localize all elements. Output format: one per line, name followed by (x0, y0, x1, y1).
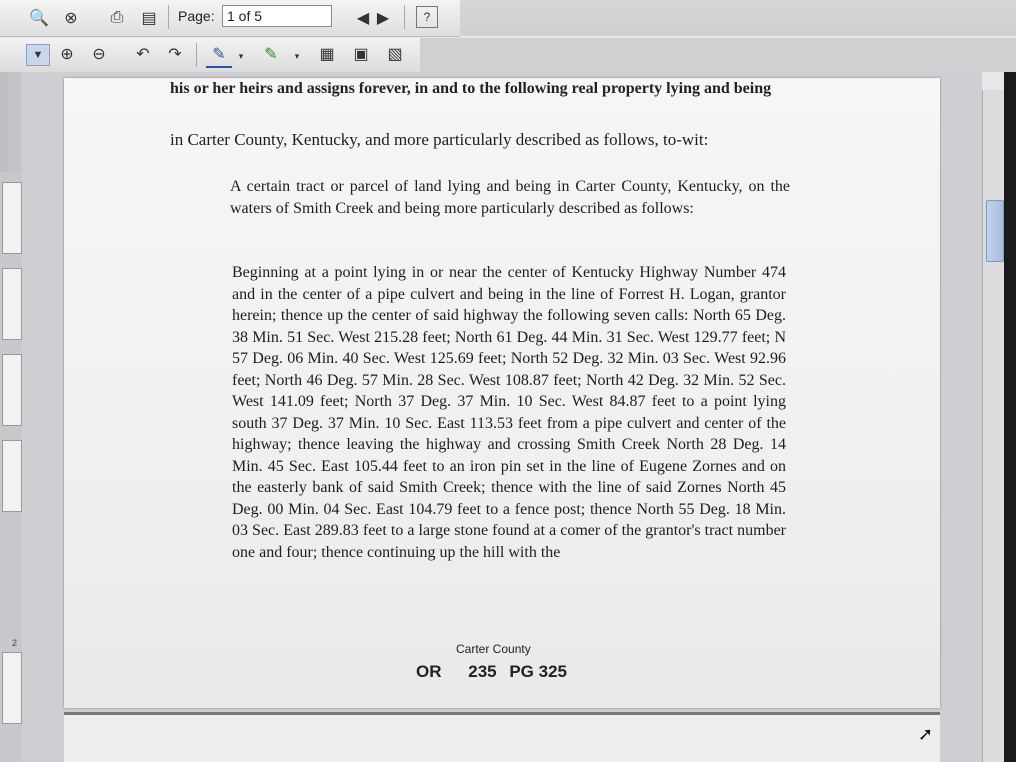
document-line-intro: in Carter County, Kentucky, and more particularly described as follows, to-wit: (170, 130, 709, 149)
main-toolbar (0, 0, 460, 37)
next-page-icon[interactable]: ▶ (376, 10, 390, 27)
page-number-input[interactable] (222, 5, 332, 27)
mouse-cursor-icon: ➚ (918, 724, 934, 744)
pen-icon[interactable]: ✎ (206, 42, 232, 68)
page-thumbnail[interactable] (2, 652, 22, 724)
toolbar-separator (168, 5, 169, 29)
rotate-right-icon[interactable]: ↷ (168, 46, 182, 63)
next-document-page (64, 712, 940, 762)
page-label: Page: (178, 8, 215, 24)
help-icon[interactable]: ? (416, 6, 438, 28)
document-paragraph-2: Beginning at a point lying in or near the center of Kentucky Highway Number 474 and in the center of a pipe culvert and being in the line of Forrest H. Logan, grantor herein; thence up the center of said highway the following seven calls: North 65 Deg. 38 Min. 51 Sec. West 215.28 feet; North 61 Deg. 44 Min. 31 Sec. West 129.77 feet; N 57 Deg. 06 Min. 40 Sec. West 125.69 feet; North 52 Deg. 32 Min. 03 Sec. West 92.96 feet; North 46 Deg. 57 Min. 28 Sec. West 108.87 feet; North 42 Deg. 32 Min. 52 Sec. West 141.09 feet; North 37 Deg. 37 Min. 10 Sec. West 84.87 feet to a point lying south 37 Deg. 37 Min. 10 Sec. East 113.53 feet from a pipe culvert and center of the highway; thence leaving the highway and crossing Smith Creek North 28 Deg. 14 Min. 45 Sec. East 105.44 feet to an iron pin set in the line of Eugene Zornes and on the easterly bank of said Smith Creek; thence with the line of said Zornes North 45 Deg. 00 Min. 04 Sec. East 104.79 feet to a fence post; thence North 55 Deg. 18 Min. 03 Sec. East 289.83 feet to a large stone found at a comer of the grantor's tract number one and four; thence continuing up the hill with the (232, 264, 786, 561)
page-thumbnail[interactable] (2, 440, 22, 512)
page-thumbnail[interactable] (2, 182, 22, 254)
document-paragraph-1: A certain tract or parcel of land lying and being in Carter County, Kentucky, on the waters of Smith Creek and being more particularly described as follows: (230, 178, 790, 217)
rotate-left-icon[interactable]: ↶ (136, 46, 150, 63)
document-view[interactable] (22, 72, 982, 762)
thumbnail-strip[interactable] (0, 172, 23, 762)
vertical-scrollbar[interactable] (982, 90, 1005, 762)
scanner-icon[interactable]: ▤ (141, 10, 157, 27)
chevron-down-icon[interactable]: ▼ (26, 44, 50, 66)
thumbnail-page-number: 2 (12, 638, 18, 648)
toolbar-separator (404, 5, 405, 29)
highlighter-icon[interactable]: ✎ (264, 46, 278, 63)
footer-county: Carter County (456, 642, 531, 656)
page-thumbnail[interactable] (2, 354, 22, 426)
stamp-icon[interactable]: ▧ (387, 46, 403, 63)
footer-page-number: PG 325 (509, 662, 567, 681)
printer-icon[interactable]: ⎙ (110, 9, 124, 26)
footer-or: OR (416, 662, 442, 681)
prev-page-icon[interactable]: ◀ (356, 10, 370, 27)
annotation-toolbar (0, 38, 420, 73)
chevron-down-icon[interactable]: ▾ (294, 50, 300, 61)
toolbar-empty-area (460, 0, 1016, 36)
scrollbar-thumb[interactable] (986, 200, 1004, 262)
binoculars-icon[interactable]: ⊗ (64, 10, 78, 27)
document-line-top: his or her heirs and assigns forever, in and to the following real property lying and being (170, 80, 772, 97)
document-page (64, 78, 940, 708)
zoom-out-icon[interactable]: ⊖ (92, 46, 106, 63)
footer-book-reference (416, 662, 567, 682)
monitor-bezel (1004, 72, 1016, 762)
toolbar-empty-area (420, 38, 1016, 72)
chevron-down-icon[interactable]: ▾ (238, 50, 244, 61)
toolbar-separator (196, 43, 197, 67)
image-icon[interactable]: ▣ (353, 46, 369, 63)
zoom-icon[interactable]: 🔍 (29, 10, 49, 27)
text-note-icon[interactable]: ▦ (319, 46, 335, 63)
page-thumbnail[interactable] (2, 268, 22, 340)
zoom-in-icon[interactable]: ⊕ (60, 46, 74, 63)
footer-book-number: 235 (468, 662, 497, 681)
